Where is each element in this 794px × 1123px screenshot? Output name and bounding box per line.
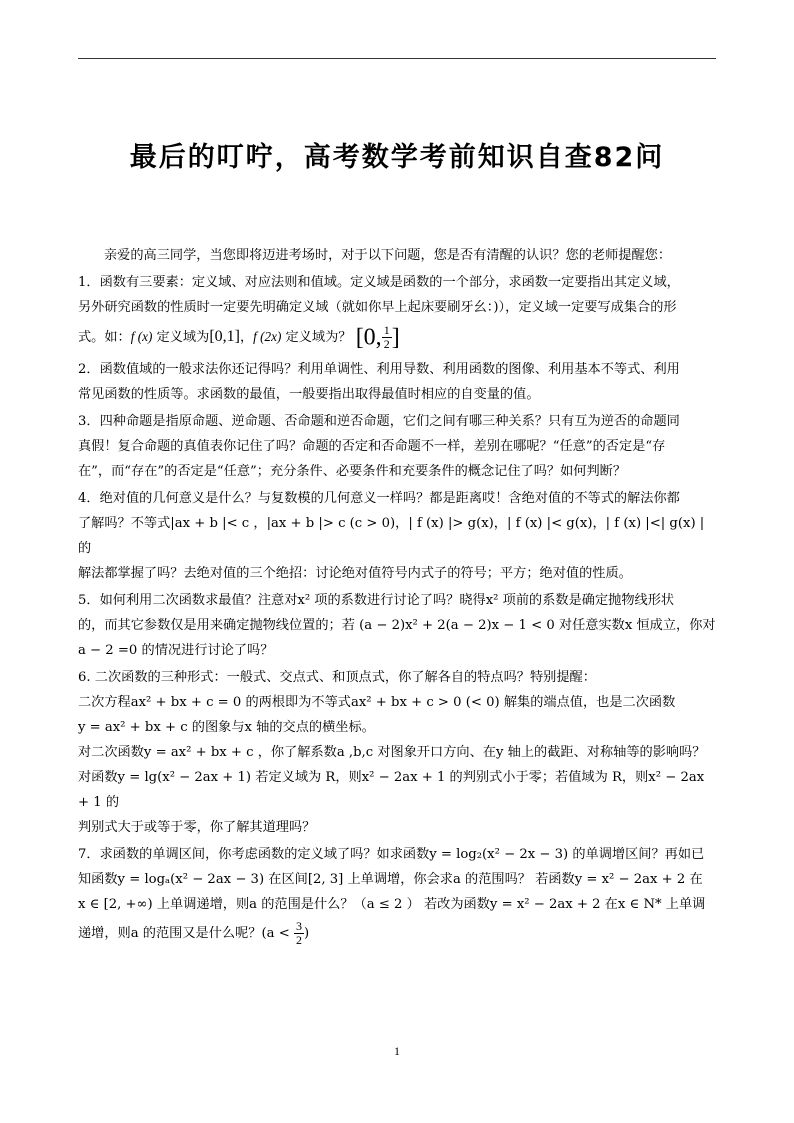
intro-paragraph: 亲爱的高三同学，当您即将迈进考场时，对于以下问题，您是否有清醒的认识？您的老师提醒您：: [104, 248, 672, 263]
q6-line-1: 6. 二次函数的三种形式：一般式、交点式、和顶点式，你了解各自的特点吗？特别提醒：: [78, 670, 596, 685]
q5-line-3: a − 2 =0 的情况进行讨论了吗？: [78, 643, 274, 658]
q6-line-6: 判别式大于或等于零，你了解其道理吗？: [78, 820, 316, 835]
q1-frac-den: 2: [383, 337, 390, 351]
question-6: [78, 665, 718, 840]
q1-math-interval: [0,1]: [209, 328, 240, 345]
q6-line-3: y = ax² + bx + c 的图象与x 轴的交点的横坐标。: [78, 720, 375, 735]
q1-text-domain-q: 定义域为？: [281, 330, 356, 345]
q1-answer-left: [0,: [355, 324, 382, 351]
question-7: [78, 842, 718, 951]
q1-text-domain: 定义域为: [152, 330, 210, 345]
q1-frac-num: 1: [383, 323, 390, 337]
q4-line-3: 解法都掌握了吗？去绝对值的三个绝招：讨论绝对值符号内式子的符号；平方；绝对值的性质。: [78, 566, 632, 581]
q2-line-2: 常见函数的性质等。求函数的最值，一般要指出取得最值时相应的自变量的值。: [78, 387, 540, 402]
q3-line-2: 真假！复合命题的真值表你记住了吗？命题的否定和否命题不一样，差别在哪呢？“任意”的否定是“存: [78, 439, 666, 454]
q5-line-2: 的，而其它参数仅是用来确定抛物线位置的；若 (a − 2)x² + 2(a − 2)x − 1 < 0 对任意实数x 恒成立，你对: [78, 618, 716, 633]
question-2: [78, 357, 718, 407]
q1-answer-right: ]: [391, 324, 400, 351]
q4-line-2: 了解吗？不等式|ax + b |< c ，|ax + b |> c (c > 0)，| f (x) |> g(x)，| f (x) |< g(x)，| f (x) |<| g(x) | 的: [78, 516, 705, 556]
q6-line-4: 对二次函数y = ax² + bx + c ，你了解系数a ,b,c 对图象开口方向、在y 轴上的截距、对称轴等的影响吗？: [78, 745, 706, 760]
q1-line-3: [78, 320, 718, 355]
q7-line-3: x ∈ [2, +∞) 上单调递增，则a 的范围是什么？（a ≤ 2 ） 若改为函数y = x² − 2ax + 2 在x ∈ N* 上单调: [78, 897, 706, 912]
q7-line-1: 7．求函数的单调区间，你考虑函数的定义域了吗？如求函数y = log₂(x² − 2x − 3) 的单调增区间？再如已: [78, 847, 705, 862]
q3-line-1: 3．四种命题是指原命题、逆命题、否命题和逆否命题，它们之间有哪三种关系？只有互为逆否的命题同: [78, 414, 680, 429]
q5-line-1: 5．如何利用二次函数求最值？注意对x² 项的系数进行讨论了吗？晓得x² 项前的系数是确定抛物线形状: [78, 593, 675, 608]
q1-text-a: 式。如：: [78, 330, 131, 345]
q7-frac-num: 3: [295, 919, 302, 933]
q7-text-b: ): [303, 926, 310, 941]
q7-text-a: 递增，则a 的范围又是什么呢？(a <: [78, 926, 294, 941]
q7-fraction: [294, 920, 304, 947]
question-1: [78, 270, 718, 355]
q1-math-f2x: f (2x): [253, 329, 282, 344]
q1-line-2: 另外研究函数的性质时一定要先明确定义域（就如你早上起床要刷牙幺：)），定义域一定要写成集合的形: [78, 300, 677, 315]
question-4: [78, 486, 718, 586]
page-number: 1: [394, 1044, 400, 1058]
header-rule: [78, 58, 716, 59]
q1-math-f: f (x): [130, 329, 153, 344]
q7-line-4: [78, 917, 718, 951]
q2-line-1: 2．函数值域的一般求法你还记得吗？利用单调性、利用导数、利用函数的图像、利用基本不等式、利用: [78, 362, 680, 377]
document-title: 最后的叮咛，高考数学考前知识自查82问: [129, 142, 665, 173]
q1-line-1: 1．函数有三要素：定义域、对应法则和值域。定义域是函数的一个部分，求函数一定要指出其定义域，: [78, 275, 680, 290]
q4-line-1: 4．绝对值的几何意义是什么？与复数模的几何意义一样吗？都是距离哎！含绝对值的不等式的解法你都: [78, 491, 680, 506]
document-body: [78, 243, 718, 953]
q1-answer-fraction: [382, 324, 392, 351]
q7-frac-den: 2: [295, 933, 302, 947]
q6-line-5: 对函数y = lg(x² − 2ax + 1) 若定义域为 R，则x² − 2ax + 1 的判别式小于零；若值域为 R，则x² − 2ax + 1 的: [78, 770, 705, 810]
question-5: [78, 588, 718, 663]
q3-line-3: 在”，而“存在”的否定是“任意”；充分条件、必要条件和充要条件的概念记住了吗？如何判断？: [78, 464, 627, 479]
q6-line-2: 二次方程ax² + bx + c = 0 的两根即为不等式ax² + bx + c > 0 (< 0) 解集的端点值，也是二次函数: [78, 695, 676, 710]
q1-text-comma: ，: [239, 330, 254, 345]
question-3: [78, 409, 718, 484]
q7-line-2: 知函数y = logₐ(x² − 2ax − 3) 在区间[2, 3] 上单调增，你会求a 的范围吗？ 若函数y = x² − 2ax + 2 在: [78, 872, 703, 887]
